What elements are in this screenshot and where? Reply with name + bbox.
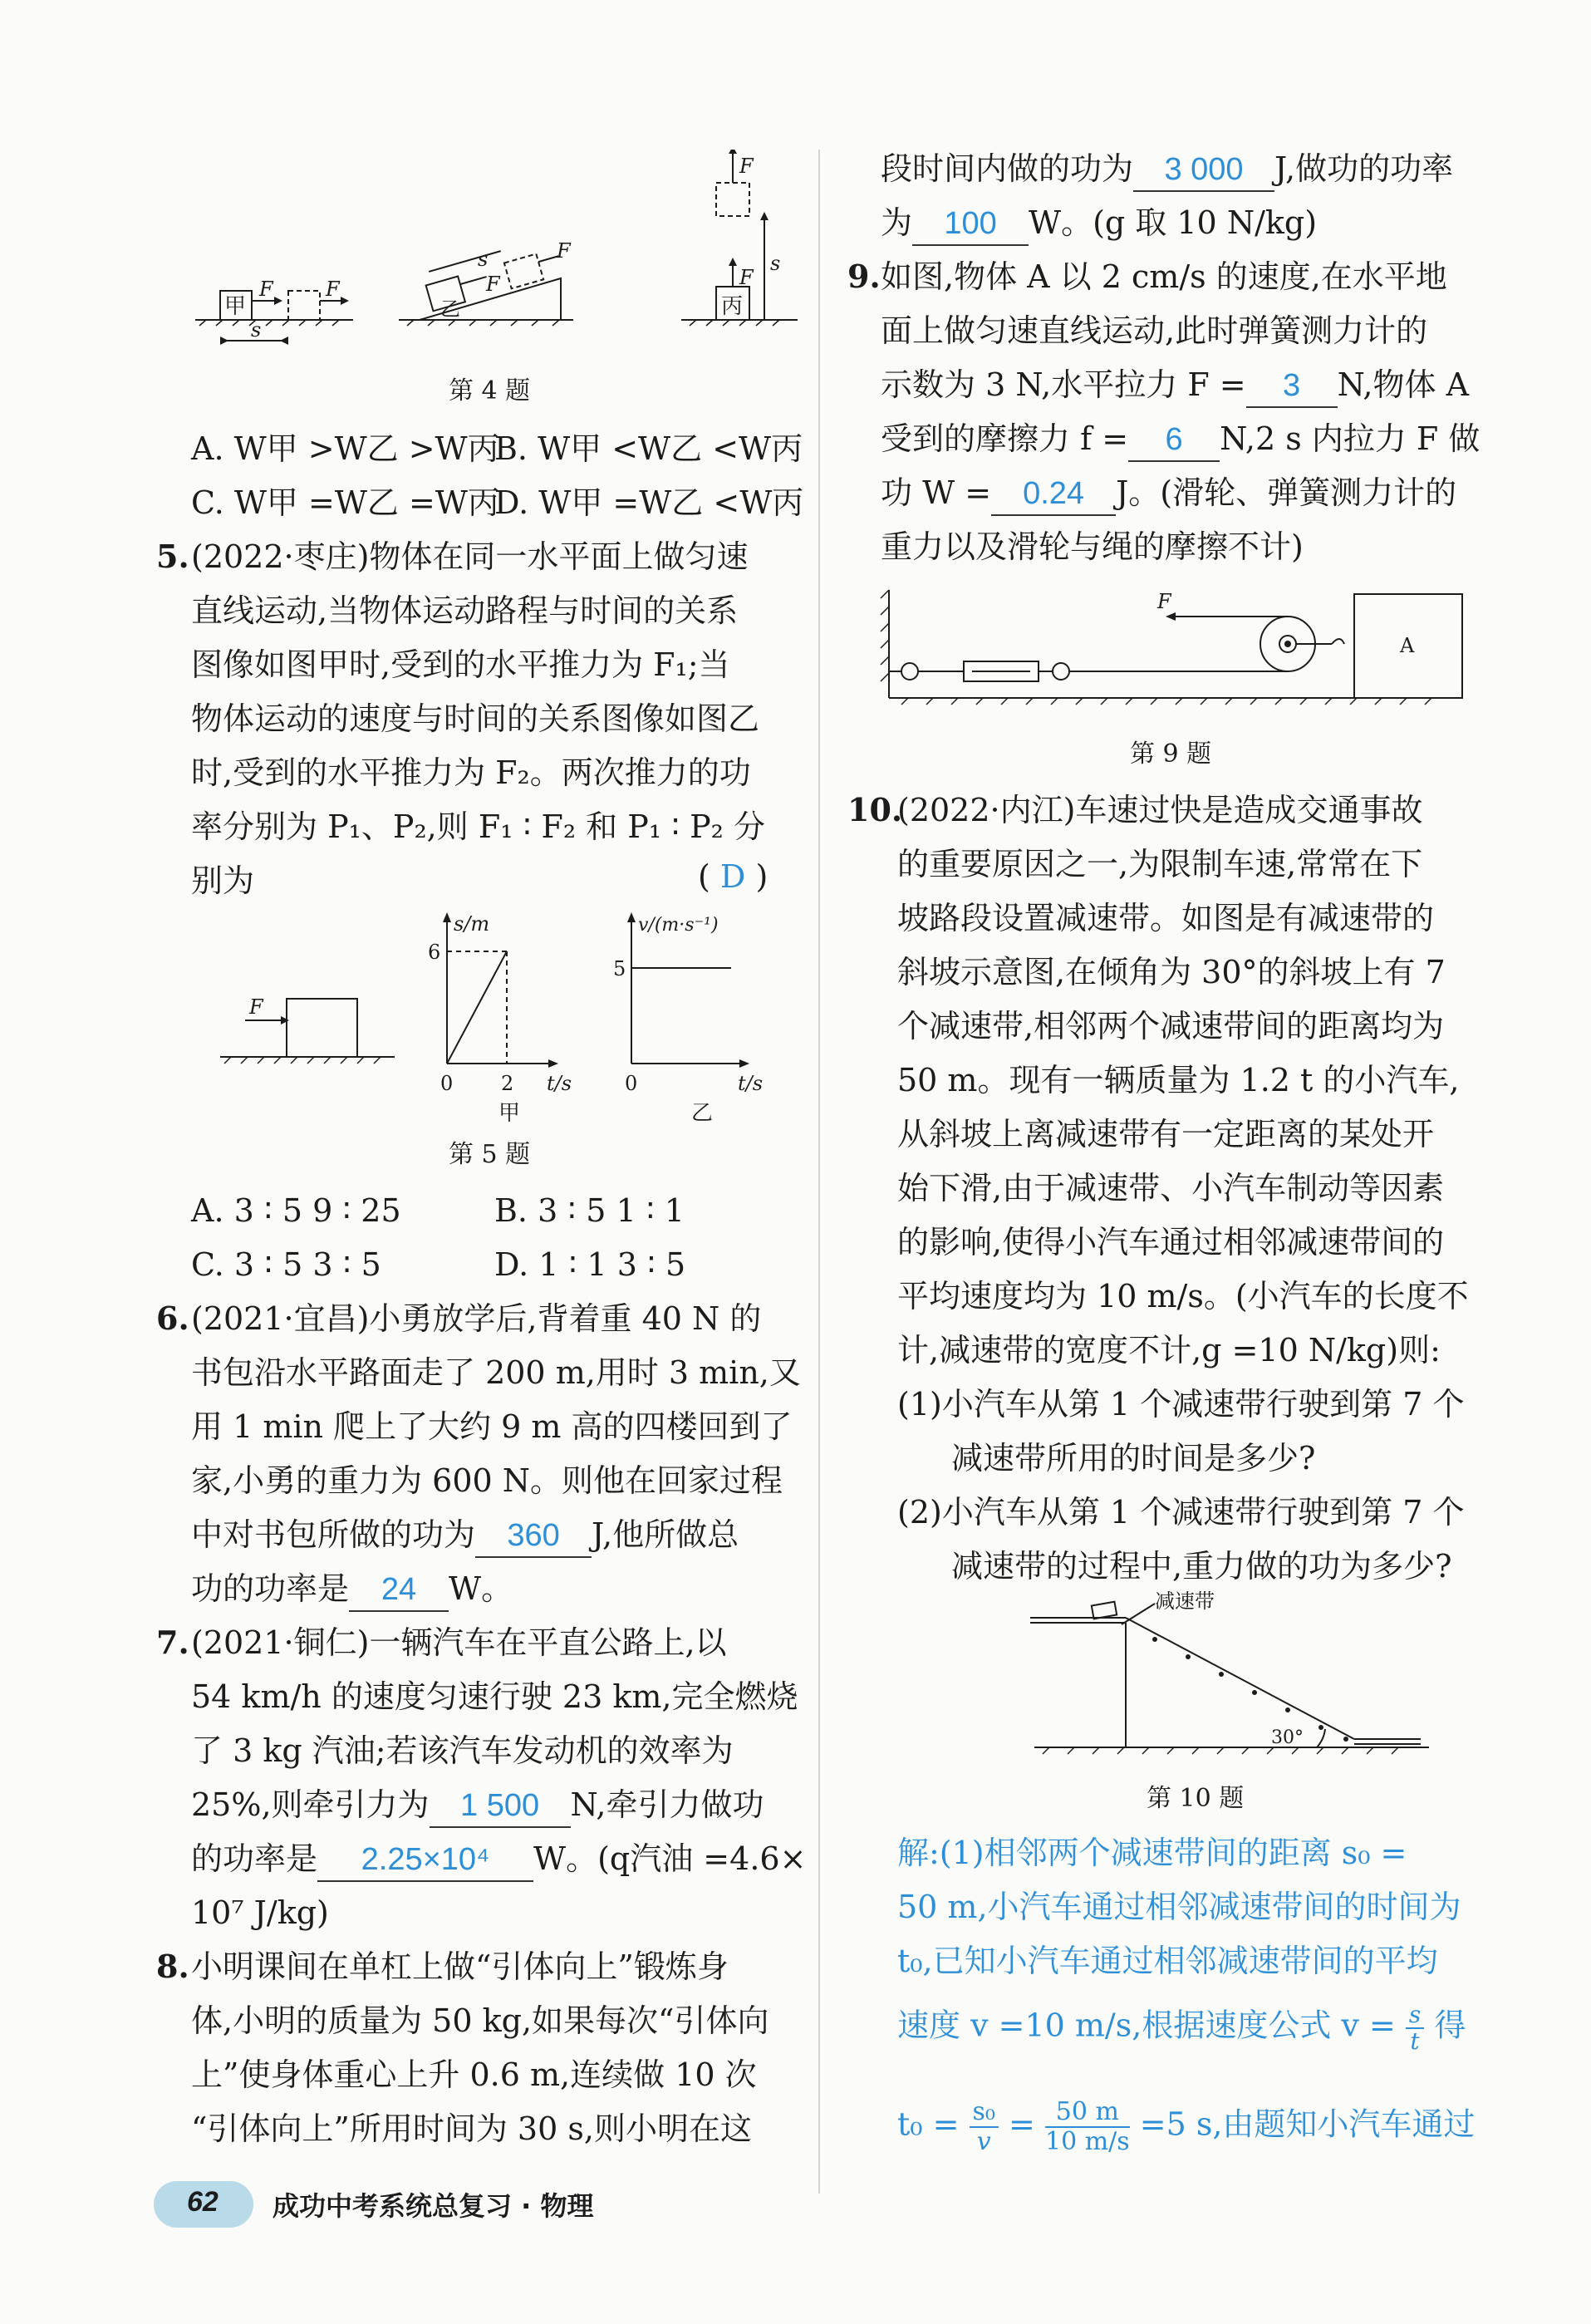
q7-line bbox=[191, 1838, 806, 1882]
q6-text: 功的功率是 bbox=[191, 1570, 350, 1607]
q8-line bbox=[881, 202, 1317, 246]
q8-line: “引体向上”所用时间为 30 s,则小明在这 bbox=[191, 2110, 752, 2147]
page-number-badge bbox=[154, 2181, 253, 2228]
q5-figure bbox=[216, 906, 798, 1122]
q7-blank-1: 1 500 bbox=[430, 1785, 571, 1828]
q9-block-label: A bbox=[1400, 634, 1415, 657]
q6-number: 6. bbox=[156, 1300, 189, 1337]
q9-line: 面上做匀速直线运动,此时弹簧测力计的 bbox=[881, 312, 1428, 349]
q6-line bbox=[191, 1568, 513, 1612]
q10-fraction-num: s₀ bbox=[970, 2098, 999, 2128]
q10-solution-text: 速度 v =10 m/s,根据速度公式 v = bbox=[897, 2007, 1396, 2044]
q9-blank-3: 0.24 bbox=[991, 473, 1116, 516]
q9-number: 9. bbox=[847, 258, 881, 295]
q8-blank-1: 3 000 bbox=[1133, 149, 1274, 192]
q5-graph-a-ytick: 6 bbox=[428, 941, 441, 964]
q10-fraction-num: s bbox=[1406, 2002, 1424, 2029]
q5-line: 别为 bbox=[191, 862, 255, 899]
q4-label-f2: F bbox=[326, 278, 340, 301]
q10-fraction-s0-v bbox=[970, 2098, 999, 2156]
q8-line: 体,小明的质量为 50 kg,如果每次“引体向 bbox=[191, 2002, 769, 2039]
q4-label-s3: s bbox=[770, 252, 781, 275]
q10-line: 计,减速带的宽度不计,g =10 N/kg)则: bbox=[897, 1332, 1441, 1368]
q10-solution-line bbox=[897, 2098, 1475, 2156]
q9-caption: 第 9 题 bbox=[1130, 739, 1212, 769]
q9-blank-1: 3 bbox=[1246, 365, 1338, 408]
q9-text: J。(滑轮、弹簧测力计的 bbox=[1116, 474, 1457, 511]
page-number: 62 bbox=[187, 2186, 219, 2218]
q5-graph-b-xlabel: t/s bbox=[738, 1072, 764, 1095]
q10-solution-text: 得 bbox=[1434, 2007, 1466, 2044]
q7-text: W。(q汽油 =4.6× bbox=[533, 1840, 807, 1877]
q6-text: J,他所做总 bbox=[592, 1516, 739, 1553]
q7-line: 了 3 kg 汽油;若该汽车发动机的效率为 bbox=[191, 1732, 734, 1769]
q8-line: 上”使身体重心上升 0.6 m,连续做 10 次 bbox=[191, 2056, 757, 2093]
q5-graph-b-ytick: 5 bbox=[613, 957, 626, 980]
q7-line: 10⁷ J/kg) bbox=[191, 1894, 329, 1931]
q5-graph-b-origin: 0 bbox=[625, 1072, 638, 1095]
q9-line bbox=[881, 472, 1456, 516]
column-divider bbox=[818, 150, 820, 2194]
q10-fig-angle: 30° bbox=[1271, 1727, 1304, 1748]
q7-line bbox=[191, 1784, 764, 1828]
q9-blank-2: 6 bbox=[1128, 419, 1220, 462]
q4-option-b: B. W甲 <W乙 <W丙 bbox=[494, 430, 803, 467]
q4-label-yi: 乙 bbox=[440, 297, 460, 321]
q10-line: 50 m。现有一辆质量为 1.2 t 的小汽车, bbox=[897, 1062, 1460, 1098]
q7-text: 的功率是 bbox=[191, 1840, 318, 1877]
q10-line: 始下滑,由于减速带、小汽车制动等因素 bbox=[897, 1170, 1445, 1206]
q5-line: (2022·枣庄)物体在同一水平面上做匀速 bbox=[191, 538, 749, 575]
q4-figure bbox=[191, 150, 806, 366]
q4-label-bing: 丙 bbox=[721, 294, 744, 319]
q7-text: 25%,则牵引力为 bbox=[191, 1786, 430, 1823]
q7-number: 7. bbox=[156, 1624, 189, 1661]
q10-sub2: 减速带的过程中,重力做的功为多少? bbox=[951, 1548, 1452, 1585]
q10-line: 个减速带,相邻两个减速带间的距离均为 bbox=[897, 1008, 1445, 1044]
q5-answer: ( D ) bbox=[698, 858, 768, 895]
q7-blank-2: 2.25×10⁴ bbox=[317, 1839, 533, 1882]
q9-line bbox=[881, 364, 1469, 408]
q10-caption: 第 10 题 bbox=[1147, 1784, 1245, 1813]
q9-text: 功 W = bbox=[881, 474, 992, 511]
q5-graph-a-ylabel: s/m bbox=[454, 912, 490, 936]
q8-number: 8. bbox=[156, 1948, 189, 1985]
q4-option-a: A. W甲 >W乙 >W丙 bbox=[191, 430, 499, 467]
q4-label-s1: s bbox=[251, 318, 262, 341]
q4-option-c: C. W甲 =W乙 =W丙 bbox=[191, 484, 499, 521]
q5-caption: 第 5 题 bbox=[449, 1140, 531, 1169]
q5-option-a: A. 3 ∶ 5 9 ∶ 25 bbox=[191, 1192, 401, 1229]
q4-option-d: D. W甲 =W乙 <W丙 bbox=[494, 484, 804, 521]
q5-graph-a-name: 甲 bbox=[498, 1101, 521, 1122]
q5-line: 图像如图甲时,受到的水平推力为 F₁;当 bbox=[191, 646, 730, 683]
q9-line bbox=[881, 418, 1480, 462]
q9-text: N,2 s 内拉力 F 做 bbox=[1220, 420, 1481, 457]
q10-fraction-den: t bbox=[1410, 2027, 1420, 2055]
q10-line: 的重要原因之一,为限制车速,常常在下 bbox=[897, 846, 1423, 882]
q9-text: N,物体 A bbox=[1337, 366, 1470, 403]
q10-fraction-den: v bbox=[976, 2127, 991, 2156]
q10-solution-text: =5 s,由题知小汽车通过 bbox=[1139, 2105, 1476, 2143]
q8-line: 小明课间在单杠上做“引体向上”锻炼身 bbox=[191, 1948, 729, 1985]
q7-line: 54 km/h 的速度匀速行驶 23 km,完全燃烧 bbox=[191, 1678, 798, 1715]
q9-line: 如图,物体 A 以 2 cm/s 的速度,在水平地 bbox=[881, 258, 1447, 295]
q10-solution-line: 解:(1)相邻两个减速带间的距离 s₀ = bbox=[897, 1835, 1407, 1871]
q7-line: (2021·铜仁)一辆汽车在平直公路上,以 bbox=[191, 1624, 727, 1661]
q8-blank-2: 100 bbox=[912, 203, 1029, 246]
q8-text: J,做功的功率 bbox=[1274, 150, 1454, 187]
book-title: 成功中考系统总复习 · 物理 bbox=[273, 2190, 594, 2222]
q5-line: 直线运动,当物体运动路程与时间的关系 bbox=[191, 592, 739, 629]
q8-text: 为 bbox=[881, 204, 913, 241]
q6-line: 书包沿水平路面走了 200 m,用时 3 min,又 bbox=[191, 1354, 801, 1391]
q10-fraction-num: 50 m bbox=[1045, 2098, 1130, 2128]
q4-label-jia: 甲 bbox=[224, 294, 247, 319]
q9-force-label: F bbox=[1157, 590, 1171, 613]
q4-label-f3: F bbox=[486, 273, 500, 296]
q4-label-f1: F bbox=[259, 278, 273, 301]
q5-graph-a-xlabel: t/s bbox=[547, 1072, 572, 1095]
q10-line: 从斜坡上离减速带有一定距离的某处开 bbox=[897, 1116, 1435, 1152]
q9-text: 示数为 3 N,水平拉力 F = bbox=[881, 366, 1246, 403]
q4-label-f6: F bbox=[739, 155, 754, 178]
q5-option-b: B. 3 ∶ 5 1 ∶ 1 bbox=[494, 1192, 685, 1229]
q6-line bbox=[191, 1514, 739, 1558]
q7-text: N,牵引力做功 bbox=[570, 1786, 764, 1823]
q10-solution-text: = bbox=[1009, 2105, 1035, 2143]
q10-sub2: (2)小汽车从第 1 个减速带行驶到第 7 个 bbox=[897, 1494, 1465, 1530]
q10-sub1: 减速带所用的时间是多少? bbox=[951, 1440, 1316, 1476]
q10-fig-label: 减速带 bbox=[1155, 1591, 1215, 1613]
q10-line: 平均速度均为 10 m/s。(小汽车的长度不 bbox=[897, 1278, 1469, 1314]
q6-text: 中对书包所做的功为 bbox=[191, 1516, 476, 1553]
q10-solution-line bbox=[897, 2002, 1466, 2054]
q10-solution-line: t₀,已知小汽车通过相邻减速带间的平均 bbox=[897, 1943, 1438, 1979]
q5-number: 5. bbox=[156, 538, 189, 575]
q6-line: (2021·宜昌)小勇放学后,背着重 40 N 的 bbox=[191, 1300, 762, 1337]
q10-solution-text: t₀ = bbox=[897, 2105, 960, 2143]
q9-text: 受到的摩擦力 f = bbox=[881, 420, 1129, 457]
q5-graph-b-name: 乙 bbox=[691, 1101, 714, 1122]
q10-number: 10. bbox=[847, 791, 903, 828]
q10-fraction-s-t bbox=[1406, 2002, 1424, 2054]
q8-line bbox=[881, 148, 1453, 192]
q8-text: 段时间内做的功为 bbox=[881, 150, 1134, 187]
q6-text: W。 bbox=[449, 1570, 513, 1607]
q4-label-f4: F bbox=[557, 239, 571, 263]
q5-graph-b-ylabel: v/(m·s⁻¹) bbox=[638, 915, 719, 936]
q10-line: 坡路段设置减速带。如图是有减速带的 bbox=[897, 900, 1435, 936]
q4-caption: 第 4 题 bbox=[449, 376, 531, 405]
q5-line: 物体运动的速度与时间的关系图像如图乙 bbox=[191, 700, 760, 737]
q5-graph-a-origin: 0 bbox=[440, 1072, 454, 1095]
q6-line: 家,小勇的重力为 600 N。则他在回家过程 bbox=[191, 1462, 783, 1499]
q4-label-s2: s bbox=[478, 248, 489, 271]
q6-blank-2: 24 bbox=[349, 1569, 449, 1612]
q10-fraction-den: 10 m/s bbox=[1044, 2127, 1130, 2156]
q5-graph-a-xtick: 2 bbox=[501, 1072, 514, 1095]
q10-sub1: (1)小汽车从第 1 个减速带行驶到第 7 个 bbox=[897, 1386, 1465, 1422]
q4-label-f5: F bbox=[739, 266, 754, 289]
q5-option-c: C. 3 ∶ 5 3 ∶ 5 bbox=[191, 1246, 381, 1283]
q6-blank-1: 360 bbox=[475, 1515, 592, 1558]
q10-fraction-values bbox=[1045, 2098, 1130, 2156]
q10-line: 的影响,使得小汽车通过相邻减速带间的 bbox=[897, 1224, 1445, 1260]
q6-line: 用 1 min 爬上了大约 9 m 高的四楼回到了 bbox=[191, 1408, 793, 1445]
q5-line: 时,受到的水平推力为 F₂。两次推力的功 bbox=[191, 754, 751, 791]
q10-line: 斜坡示意图,在倾角为 30°的斜坡上有 7 bbox=[897, 954, 1446, 990]
q5-answer-value: D bbox=[719, 858, 746, 895]
q10-line: (2022·内江)车速过快是造成交通事故 bbox=[897, 792, 1423, 828]
q10-solution-line: 50 m,小汽车通过相邻减速带间的时间为 bbox=[897, 1889, 1461, 1925]
q5-force-label: F bbox=[249, 995, 263, 1019]
q5-line: 率分别为 P₁、P₂,则 F₁ ∶ F₂ 和 P₁ ∶ P₂ 分 bbox=[191, 808, 765, 845]
q8-text: W。(g 取 10 N/kg) bbox=[1029, 204, 1318, 241]
q9-line: 重力以及滑轮与绳的摩擦不计) bbox=[881, 528, 1304, 565]
q9-figure bbox=[877, 573, 1491, 723]
q5-option-d: D. 1 ∶ 1 3 ∶ 5 bbox=[494, 1246, 686, 1283]
q10-figure bbox=[1030, 1591, 1446, 1766]
